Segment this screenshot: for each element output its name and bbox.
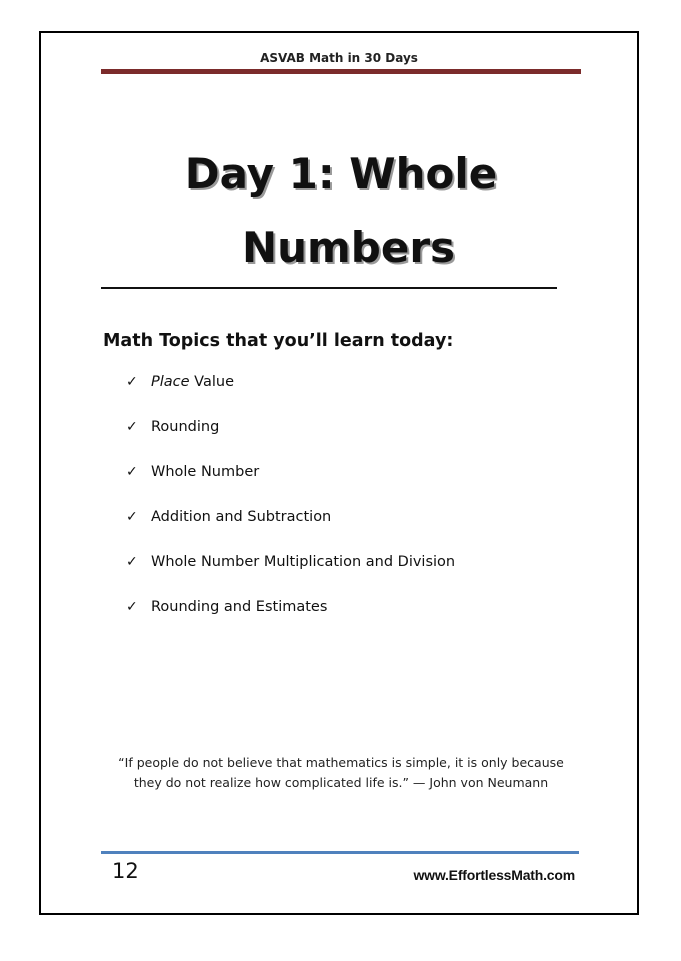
page-number: 12: [112, 859, 139, 883]
topic-label: Rounding: [151, 419, 220, 435]
topics-list: [126, 373, 455, 643]
checkmark-icon: ✓: [126, 419, 138, 435]
chapter-title-line-2: Numbers: [241, 223, 456, 272]
checkmark-icon: ✓: [126, 509, 138, 525]
topic-label: Addition and Subtraction: [151, 509, 332, 525]
footer-rule: [101, 851, 579, 854]
topic-label: Rounding and Estimates: [151, 599, 328, 615]
topics-heading: Math Topics that you’ll learn today:: [103, 331, 454, 351]
list-item: [126, 463, 455, 508]
website-url: www.EffortlessMath.com: [413, 867, 575, 883]
topic-label: [151, 373, 234, 392]
quote: [101, 753, 581, 793]
list-item: [126, 553, 455, 598]
checkmark-icon: ✓: [126, 599, 138, 615]
book-page: [39, 31, 639, 915]
list-item: [126, 418, 455, 463]
topic-label-italic: Place: [151, 374, 190, 390]
topic-label: Whole Number: [151, 464, 260, 480]
list-item: [126, 373, 455, 418]
chapter-title-line-1: Day 1: Whole: [184, 149, 498, 198]
list-item: [126, 598, 455, 643]
quote-line-1: “If people do not believe that mathematics is simple, it is only because: [118, 755, 564, 770]
checkmark-icon: ✓: [126, 554, 138, 570]
running-header: ASVAB Math in 30 Days: [260, 51, 418, 65]
quote-line-2: they do not realize how complicated life is.” — John von Neumann: [133, 775, 549, 790]
checkmark-icon: ✓: [126, 374, 138, 390]
title-rule: [101, 287, 557, 289]
checkmark-icon: ✓: [126, 464, 138, 480]
chapter-title: [101, 137, 581, 285]
topic-label: Whole Number Multiplication and Division: [151, 554, 456, 570]
header-rule: [101, 69, 581, 74]
list-item: [126, 508, 455, 553]
topic-label-text: Value: [189, 374, 234, 390]
